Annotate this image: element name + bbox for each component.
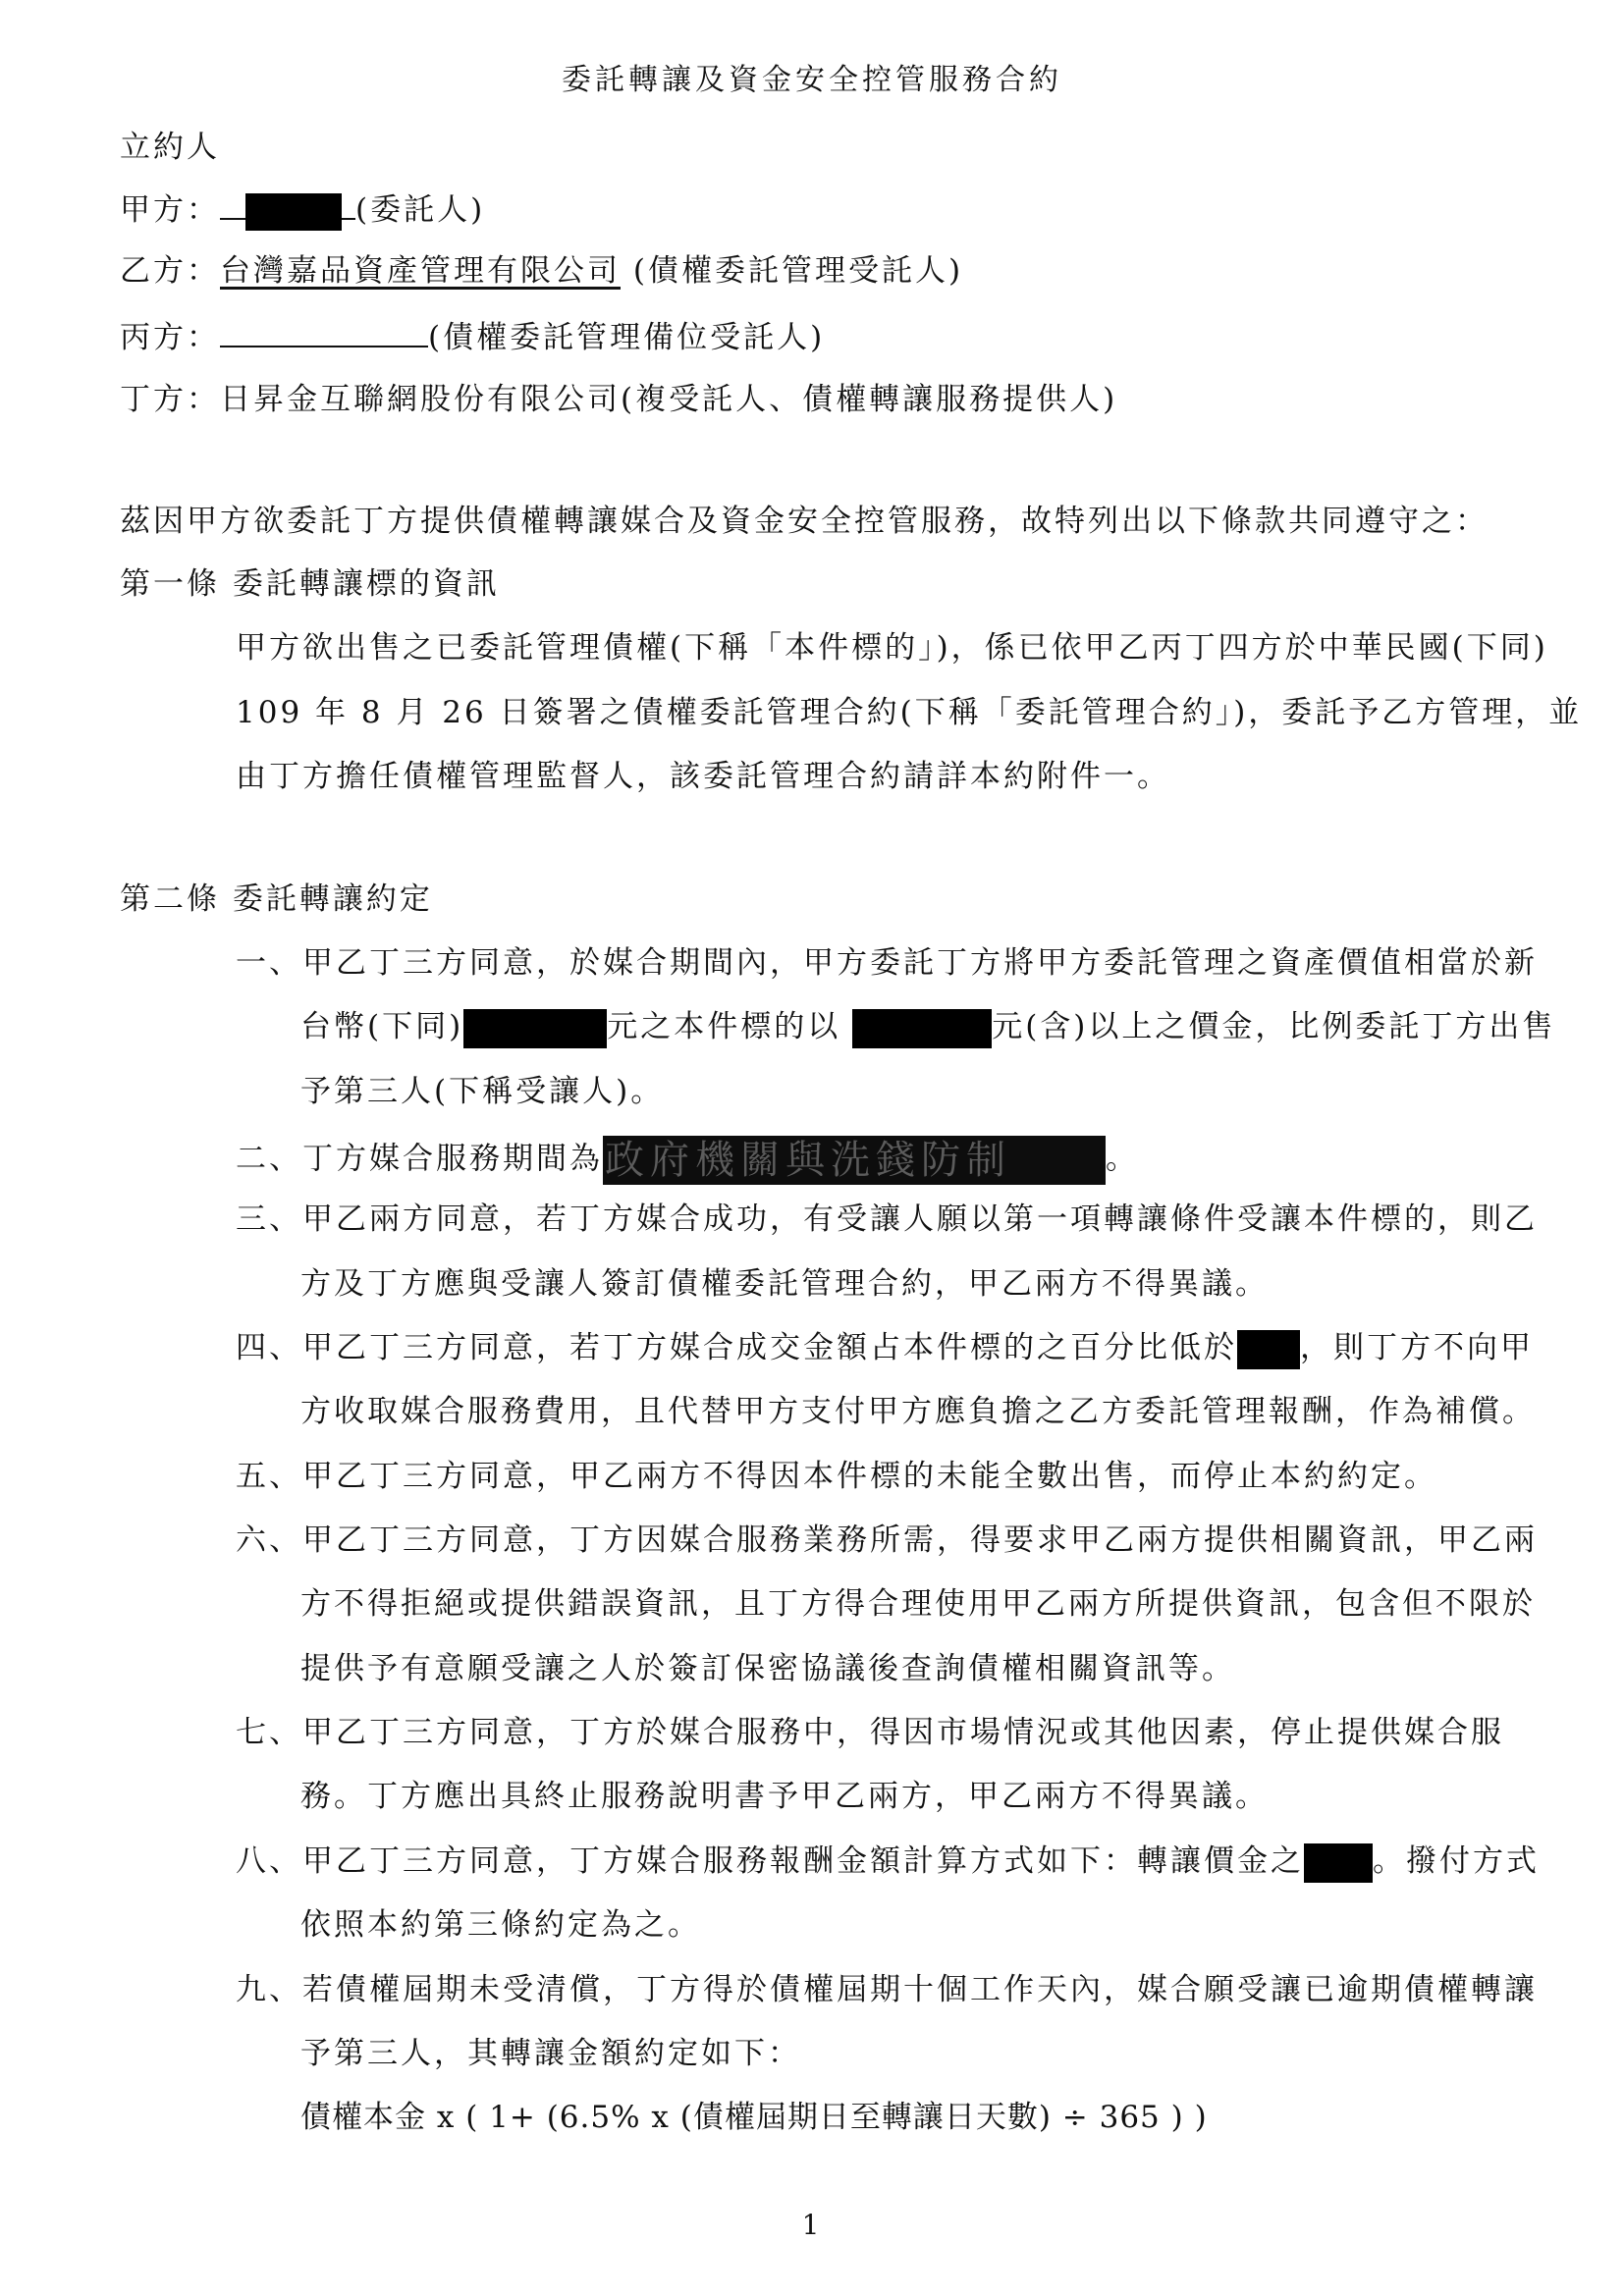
clause-9-line: 九、若債權屆期未受清償，丁方得於債權屆期十個工作天內，媒合願受讓已逾期債權轉讓 — [236, 1972, 1538, 2007]
article-1-line: 甲方欲出售之已委託管理債權(下稱「本件標的」)，係已依甲乙丙丁四方於中華民國(下同) — [236, 630, 1548, 666]
page-number: 1 — [801, 2209, 823, 2241]
article-2-heading: 第二條 委託轉讓約定 — [120, 881, 433, 917]
clause-4-line: 方收取媒合服務費用，且代替甲方支付甲方應負擔之乙方委託管理報酬，作為補償。 — [300, 1394, 1536, 1429]
article-1-line: 109 年 8 月 26 日簽署之債權委託管理合約(下稱「委託管理合約」)，委託予乙方管理，並 — [236, 695, 1583, 730]
party-c-label: 丙方： — [120, 320, 220, 355]
clause-4-text: 四、甲乙丁三方同意，若丁方媒合成交金額占本件標的之百分比低於 — [236, 1330, 1237, 1365]
clause-2-line — [236, 1136, 1139, 1185]
percent-redaction — [1237, 1330, 1300, 1369]
amount-redaction — [463, 1009, 607, 1048]
clause-4-line — [236, 1328, 1534, 1369]
party-d-text: 日昇金互聯網股份有限公司(複受託人、債權轉讓服務提供人) — [220, 382, 1118, 417]
clause-1-line: 予第三人(下稱受讓人)。 — [300, 1074, 665, 1109]
price-redaction — [852, 1009, 992, 1048]
party-a-line — [120, 188, 485, 231]
clause-7-line: 務。丁方應出具終止服務說明書予甲乙兩方，甲乙兩方不得異議。 — [300, 1779, 1269, 1814]
clause-3-line: 方及丁方應與受讓人簽訂債權委託管理合約，甲乙兩方不得異議。 — [300, 1266, 1269, 1302]
party-c-blank — [220, 316, 428, 347]
party-a-blank — [220, 188, 245, 220]
clause-1-text: 元(含)以上之價金，比例委託丁方出售 — [992, 1009, 1556, 1044]
party-a-label: 甲方： — [120, 192, 220, 228]
party-a-role: (委託人) — [355, 192, 486, 228]
clause-6-line: 六、甲乙丁三方同意，丁方因媒合服務業務所需，得要求甲乙兩方提供相關資訊，甲乙兩 — [236, 1522, 1538, 1558]
clause-8-text: 八、甲乙丁三方同意，丁方媒合服務報酬金額計算方式如下：轉讓價金之 — [236, 1843, 1304, 1879]
clause-6-line: 方不得拒絕或提供錯誤資訊，且丁方得合理使用甲乙兩方所提供資訊，包含但不限於 — [300, 1586, 1536, 1622]
watermark-redaction: 政府機關與洗錢防制 — [603, 1136, 1106, 1185]
clause-2-text: 二、丁方媒合服務期間為 — [236, 1141, 603, 1177]
party-a-redaction — [245, 193, 342, 231]
fee-redaction — [1304, 1843, 1373, 1883]
transfer-formula: 債權本金 x ( 1+ (6.5% x (債權屆期日至轉讓日天數) ÷ 365 ) ) — [300, 2100, 1208, 2135]
clause-8-line: 依照本約第三條約定為之。 — [300, 1907, 701, 1943]
party-d-label: 丁方： — [120, 382, 220, 417]
clause-8-text: 。撥付方式 — [1373, 1843, 1540, 1879]
party-d-line — [120, 380, 1117, 419]
party-a-blank-tail — [342, 188, 355, 220]
preamble: 茲因甲方欲委託丁方提供債權轉讓媒合及資金安全控管服務，故特列出以下條款共同遵守之： — [120, 504, 1489, 539]
clause-1-line: 一、甲乙丁三方同意，於媒合期間內，甲方委託丁方將甲方委託管理之資產價值相當於新 — [236, 945, 1538, 981]
clause-1-text: 台幣(下同) — [300, 1009, 464, 1044]
party-b-label: 乙方： — [120, 253, 220, 289]
clause-9-line: 予第三人，其轉讓金額約定如下： — [300, 2036, 801, 2071]
clause-6-line: 提供予有意願受讓之人於簽訂保密協議後查詢債權相關資訊等。 — [300, 1651, 1235, 1686]
clause-3-line: 三、甲乙兩方同意，若丁方媒合成功，有受讓人願以第一項轉讓條件受讓本件標的，則乙 — [236, 1201, 1538, 1237]
clause-1-text: 元之本件標的以 — [607, 1009, 841, 1044]
clause-5-line: 五、甲乙丁三方同意，甲乙兩方不得因本件標的未能全數出售，而停止本約約定。 — [236, 1459, 1437, 1494]
party-c-line — [120, 316, 825, 357]
parties-heading: 立約人 — [120, 130, 220, 165]
clause-8-line — [236, 1842, 1540, 1883]
party-b-role: (債權委託管理受託人) — [632, 253, 964, 289]
party-b-line — [120, 251, 963, 291]
article-1-line: 由丁方擔任債權管理監督人，該委託管理合約請詳本約附件一。 — [236, 759, 1170, 794]
article-1-heading: 第一條 委託轉讓標的資訊 — [120, 566, 500, 602]
clause-2-text: 。 — [1106, 1141, 1139, 1177]
clause-4-text: ，則丁方不向甲 — [1300, 1330, 1534, 1365]
clause-7-line: 七、甲乙丁三方同意，丁方於媒合服務中，得因市場情況或其他因素，停止提供媒合服 — [236, 1715, 1504, 1750]
document-title: 委託轉讓及資金安全控管服務合約 — [562, 63, 1062, 97]
party-b-name: 台灣嘉品資產管理有限公司 — [220, 253, 621, 289]
party-c-role: (債權委託管理備位受託人) — [428, 320, 826, 355]
clause-1-line — [300, 1007, 1555, 1048]
